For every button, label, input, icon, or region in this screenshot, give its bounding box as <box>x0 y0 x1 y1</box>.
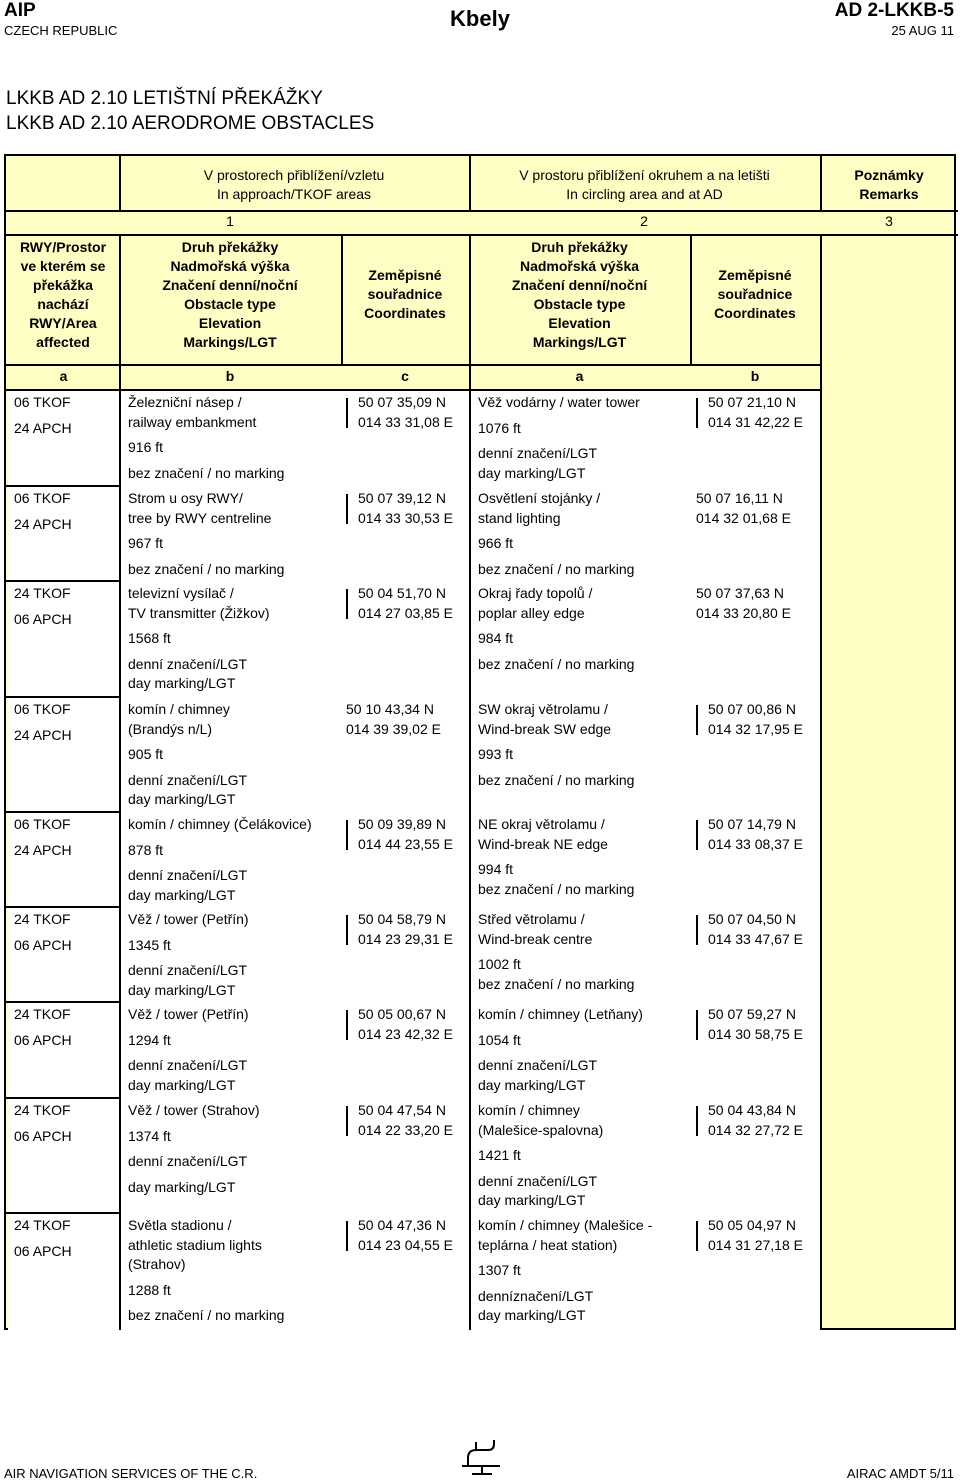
rule <box>6 1001 120 1003</box>
cell-line: day marking/LGT <box>128 675 236 691</box>
cell-line: 1294 ft <box>128 1031 171 1048</box>
page-header <box>0 0 960 60</box>
marker-bar <box>346 589 348 619</box>
marker-bar <box>696 1106 698 1136</box>
cell-line: tree by RWY centreline <box>128 509 272 526</box>
rwy-cell <box>14 1101 114 1146</box>
cell-line: Remarks <box>859 186 919 202</box>
cell-line: 014 30 58,75 E <box>708 1025 803 1042</box>
footer-publisher: AIR NAVIGATION SERVICES OF THE C.R. <box>4 1466 258 1481</box>
country-label: CZECH REPUBLIC <box>4 23 118 38</box>
cell-line: Coordinates <box>364 305 446 321</box>
rule <box>6 1212 120 1214</box>
cell-line: 50 04 58,79 N <box>358 911 446 927</box>
marker-bar <box>346 1221 348 1251</box>
rule <box>6 906 120 908</box>
cell-line: 24 TKOF <box>14 1217 71 1233</box>
coordinates-header-2 <box>690 266 820 323</box>
obstacle-cell <box>128 910 338 1000</box>
cell-line: 1568 ft <box>128 630 171 646</box>
cell-line: denní značení/LGT <box>128 867 248 883</box>
obstacle-cell-2 <box>478 393 688 483</box>
cell-line: 014 32 17,95 E <box>708 720 803 737</box>
obstacle-cell <box>128 1216 338 1326</box>
obstacle-type-header-2 <box>469 238 690 352</box>
cell-line: denní značení/LGT <box>478 1057 598 1073</box>
cell-line: Druh překážky <box>181 239 279 255</box>
obstacle-cell-2 <box>478 1005 688 1095</box>
cell-line: 014 23 42,32 E <box>358 1025 453 1042</box>
cell-line: 06 TKOF <box>14 490 71 506</box>
cell-line: 06 TKOF <box>14 701 71 717</box>
coordinates-cell <box>358 1005 468 1044</box>
cell-line: Okraj řady topolů / <box>478 585 593 601</box>
cell-line: RWY/Area <box>29 315 97 331</box>
cell-line: 50 04 51,70 N <box>358 585 446 601</box>
rwy-cell <box>14 1216 114 1261</box>
obstacle-cell-2 <box>478 489 688 579</box>
rule <box>341 234 343 364</box>
cell-line: 014 31 42,22 E <box>708 413 803 430</box>
cell-line: Osvětlení stojánky / <box>478 490 601 506</box>
marker-bar <box>346 820 348 850</box>
column-letter-b: b <box>750 368 760 384</box>
obstacle-cell-2 <box>478 1216 688 1326</box>
cell-line: Elevation <box>548 315 611 331</box>
cell-line: denní značení/LGT <box>128 1153 248 1169</box>
marker-bar <box>346 398 348 428</box>
rule <box>6 696 120 698</box>
cell-line: 24 TKOF <box>14 911 71 927</box>
cell-line: 014 44 23,55 E <box>358 835 453 852</box>
obstacle-cell-2 <box>478 910 688 994</box>
marker-bar <box>696 915 698 945</box>
group-circling-header <box>469 166 820 204</box>
cell-line: 50 04 47,36 N <box>358 1217 446 1233</box>
rwy-cell <box>14 393 114 438</box>
cell-line: 916 ft <box>128 439 164 455</box>
cell-line: 014 22 33,20 E <box>358 1121 453 1138</box>
rwy-cell <box>14 815 114 860</box>
coordinates-cell-2 <box>708 1005 820 1044</box>
cell-line: Zeměpisné <box>718 267 792 283</box>
cell-line: V prostorech přiblížení/vzletu <box>203 167 385 183</box>
cell-line: 24 APCH <box>14 841 72 858</box>
cell-line: bez značení / no marking <box>478 655 635 672</box>
coordinates-cell <box>358 1216 468 1255</box>
obstacle-cell <box>128 815 338 905</box>
cell-line: day marking/LGT <box>128 1076 236 1093</box>
rule <box>6 210 958 212</box>
group-num-2: 2 <box>640 213 648 229</box>
cell-line: Značení denní/noční <box>162 277 298 293</box>
cell-line: 50 07 16,11 N <box>696 490 783 506</box>
page-date: 25 AUG 11 <box>891 23 954 38</box>
cell-line: poplar alley edge <box>478 604 585 621</box>
cell-line: komín / chimney <box>128 701 230 717</box>
cell-line: (Malešice-spalovna) <box>478 1121 604 1138</box>
cell-line: 50 10 43,34 N <box>346 701 434 717</box>
rwy-cell <box>14 489 114 534</box>
obstacle-cell-2 <box>478 815 688 899</box>
column-letter-c: c <box>401 368 409 384</box>
cell-line: 014 23 29,31 E <box>358 930 453 947</box>
cell-line: Strom u osy RWY/ <box>128 490 243 506</box>
cell-line: 014 33 08,37 E <box>708 835 803 852</box>
marker-bar <box>696 820 698 850</box>
cell-line: day marking/LGT <box>478 1076 586 1093</box>
cell-line: 50 04 43,84 N <box>708 1102 796 1118</box>
cell-line: 24 TKOF <box>14 585 71 601</box>
cell-line: bez značení / no marking <box>478 771 635 788</box>
cell-line: teplárna / heat station) <box>478 1236 618 1253</box>
cell-line: 06 APCH <box>14 1242 72 1259</box>
cell-line: komín / chimney (Letňany) <box>478 1006 643 1022</box>
cell-line: 967 ft <box>128 535 164 551</box>
cell-line: souřadnice <box>367 286 443 302</box>
marker-bar <box>696 1010 698 1040</box>
coordinates-cell <box>346 700 456 739</box>
coordinates-cell-2 <box>708 910 820 949</box>
cell-line: Markings/LGT <box>183 334 277 350</box>
cell-line: 993 ft <box>478 746 514 762</box>
cell-line: 50 07 00,86 N <box>708 701 796 717</box>
cell-line: 994 ft <box>478 861 514 877</box>
cell-line: 966 ft <box>478 535 514 551</box>
marker-bar <box>696 1221 698 1251</box>
obstacle-cell <box>128 1101 338 1197</box>
rule <box>119 156 121 210</box>
rwy-column-header <box>8 238 118 352</box>
rule <box>6 485 120 487</box>
cell-line: day marking/LGT <box>478 1192 586 1208</box>
cell-line: 878 ft <box>128 841 164 858</box>
marker-bar <box>696 398 698 428</box>
cell-line: bez značení / no marking <box>478 975 635 992</box>
cell-line: Věž / tower (Strahov) <box>128 1102 260 1118</box>
cell-line: Věž / tower (Petřín) <box>128 911 249 927</box>
coordinates-cell <box>358 584 468 623</box>
cell-line: 1307 ft <box>478 1262 521 1278</box>
footer-amendment: AIRAC AMDT 5/11 <box>846 1466 954 1481</box>
rule <box>6 389 822 391</box>
cell-line: 014 33 47,67 E <box>708 930 803 947</box>
cell-line: Střed větrolamu / <box>478 911 585 927</box>
column-letter-a: a <box>59 368 68 384</box>
cell-line: Světla stadionu / <box>128 1217 232 1233</box>
cell-line: 014 39 39,02 E <box>346 720 441 737</box>
rule <box>6 234 958 236</box>
page-id: AD 2-LKKB-5 <box>834 0 954 21</box>
cell-line: nachází <box>37 296 89 312</box>
rule <box>820 156 822 210</box>
cell-line: NE okraj větrolamu / <box>478 816 605 832</box>
aip-label: AIP <box>4 0 36 21</box>
cell-line: 1002 ft <box>478 956 521 972</box>
cell-line: 014 33 20,80 E <box>696 604 791 621</box>
coordinates-cell-2 <box>708 393 820 432</box>
cell-line: Věž vodárny / water tower <box>478 394 640 410</box>
cell-line: 1421 ft <box>478 1147 521 1163</box>
rule <box>820 234 822 1330</box>
marker-bar <box>346 1106 348 1136</box>
rule <box>6 1097 120 1099</box>
coordinates-cell <box>358 910 468 949</box>
cell-line: Značení denní/noční <box>511 277 648 293</box>
cell-line: railway embankment <box>128 413 257 430</box>
cell-line: denní značení/LGT <box>128 655 248 672</box>
obstacle-cell-2 <box>478 700 688 790</box>
cell-line: (Brandýs n/L) <box>128 720 213 737</box>
cell-line: Druh překážky <box>531 239 628 255</box>
cell-line: bez značení / no marking <box>128 464 285 481</box>
cell-line: televizní vysílač / <box>128 585 234 601</box>
obstacle-cell-2 <box>478 584 688 674</box>
cell-line: bez značení / no marking <box>128 560 285 577</box>
cell-line: 014 33 30,53 E <box>358 509 453 526</box>
cell-line: denníznačení/LGT <box>478 1287 594 1304</box>
aerodrome-name: Kbely <box>450 6 510 31</box>
coordinates-cell <box>358 815 468 854</box>
cell-line: 50 07 35,09 N <box>358 394 446 410</box>
cell-line: 014 32 27,72 E <box>708 1121 803 1138</box>
cell-line: Zeměpisné <box>368 267 442 283</box>
group-remarks-header <box>820 166 958 204</box>
rwy-cell <box>14 910 114 955</box>
column-letter-a: a <box>575 368 584 384</box>
cell-line: day marking/LGT <box>128 1178 236 1195</box>
column-letter-b: b <box>225 368 235 384</box>
cell-line: bez značení / no marking <box>478 880 635 897</box>
obstacle-type-header <box>119 238 341 352</box>
cell-line: 06 APCH <box>14 610 72 627</box>
cell-line: bez značení / no marking <box>478 560 635 577</box>
cell-line: Coordinates <box>714 305 796 321</box>
cell-line: denní značení/LGT <box>478 1172 598 1189</box>
coordinates-cell <box>358 1101 468 1140</box>
cell-line: 50 07 21,10 N <box>708 394 796 410</box>
cell-line: day marking/LGT <box>478 464 586 481</box>
cell-line: 50 07 37,63 N <box>696 585 784 601</box>
cell-line: 014 32 01,68 E <box>696 509 791 526</box>
ans-logo-icon <box>458 1436 504 1478</box>
cell-line: 50 05 04,97 N <box>708 1217 796 1233</box>
cell-line: TV transmitter (Žižkov) <box>128 604 270 621</box>
rwy-cell <box>14 1005 114 1050</box>
cell-line: bez značení / no marking <box>128 1307 285 1323</box>
cell-line: In circling area and at AD <box>566 186 723 202</box>
cell-line: Markings/LGT <box>532 334 627 350</box>
cell-line: Železniční násep / <box>128 394 242 410</box>
cell-line: denní značení/LGT <box>128 962 248 978</box>
cell-line: 1076 ft <box>478 419 521 436</box>
obstacle-cell <box>128 1005 338 1095</box>
cell-line: 1374 ft <box>128 1127 171 1144</box>
cell-line: Elevation <box>198 315 262 331</box>
obstacles-table <box>4 154 956 1330</box>
cell-line: 06 APCH <box>14 936 72 953</box>
rule <box>6 811 120 813</box>
rwy-cell <box>14 584 114 629</box>
cell-line: 50 09 39,89 N <box>358 816 446 832</box>
cell-line: 06 TKOF <box>14 816 71 832</box>
obstacle-cell <box>128 584 338 694</box>
marker-bar <box>346 915 348 945</box>
group-approach-header <box>119 166 469 204</box>
cell-line: In approach/TKOF areas <box>216 186 372 202</box>
cell-line: komín / chimney <box>478 1102 580 1118</box>
cell-line: SW okraj větrolamu / <box>478 701 608 717</box>
section-title-cz: LKKB AD 2.10 LETIŠTNÍ PŘEKÁŽKY <box>6 88 323 109</box>
cell-line: 1288 ft <box>128 1281 171 1298</box>
coordinates-cell <box>358 489 468 528</box>
cell-line: 905 ft <box>128 746 164 762</box>
rule <box>690 234 692 364</box>
cell-line: Wind-break centre <box>478 930 593 947</box>
cell-line: Nadmořská výška <box>519 258 640 274</box>
cell-line: 50 07 39,12 N <box>358 490 446 506</box>
cell-line: 014 23 04,55 E <box>358 1236 453 1253</box>
rule <box>469 156 471 210</box>
rule <box>119 234 121 1330</box>
cell-line: 24 TKOF <box>14 1006 71 1022</box>
cell-line: affected <box>36 334 90 350</box>
coordinates-cell-2 <box>696 584 808 623</box>
cell-line: 1054 ft <box>478 1031 521 1048</box>
cell-line: 24 APCH <box>14 419 72 436</box>
cell-line: denní značení/LGT <box>128 771 248 788</box>
rule <box>6 364 822 366</box>
marker-bar <box>346 494 348 524</box>
cell-line: ve kterém se <box>20 258 106 274</box>
cell-line: 50 07 14,79 N <box>708 816 796 832</box>
cell-line: Nadmořská výška <box>170 258 290 274</box>
rule <box>6 580 120 582</box>
cell-line: 24 APCH <box>14 515 72 532</box>
cell-line: komín / chimney (Malešice - <box>478 1217 653 1233</box>
coordinates-cell-2 <box>708 815 820 854</box>
cell-line: day marking/LGT <box>478 1307 586 1323</box>
cell-line: 50 07 04,50 N <box>708 911 796 927</box>
cell-line: 06 APCH <box>14 1031 72 1048</box>
coordinates-cell-2 <box>696 489 808 528</box>
cell-line: day marking/LGT <box>128 981 236 998</box>
section-title-en: LKKB AD 2.10 AERODROME OBSTACLES <box>6 113 375 134</box>
cell-line: 06 TKOF <box>14 394 71 410</box>
cell-line: 24 APCH <box>14 726 72 743</box>
group-num-1: 1 <box>226 213 234 229</box>
cell-line: 50 04 47,54 N <box>358 1102 446 1118</box>
cell-line: 1345 ft <box>128 936 171 953</box>
cell-line: day marking/LGT <box>128 886 236 903</box>
cell-line: Obstacle type <box>533 296 626 312</box>
coordinates-cell <box>358 393 468 432</box>
cell-line: 984 ft <box>478 630 514 646</box>
rwy-cell <box>14 700 114 745</box>
cell-line: souřadnice <box>717 286 793 302</box>
cell-line: denní značení/LGT <box>128 1057 248 1073</box>
cell-line: day marking/LGT <box>128 791 236 807</box>
cell-line: RWY/Prostor <box>19 239 107 255</box>
cell-line: Wind-break SW edge <box>478 720 612 737</box>
cell-line: 014 27 03,85 E <box>358 604 453 621</box>
cell-line: 50 07 59,27 N <box>708 1006 796 1022</box>
obstacle-cell <box>128 393 338 483</box>
cell-line: (Strahov) <box>128 1256 186 1272</box>
obstacle-cell-2 <box>478 1101 688 1211</box>
coordinates-cell-2 <box>708 1101 820 1140</box>
cell-line: Poznámky <box>854 167 924 183</box>
group-num-3: 3 <box>885 213 893 229</box>
cell-line: komín / chimney (Čelákovice) <box>128 816 312 832</box>
cell-line: Wind-break NE edge <box>478 835 608 852</box>
cell-line: 50 05 00,67 N <box>358 1006 446 1022</box>
cell-line: athletic stadium lights <box>128 1236 262 1253</box>
cell-line: Obstacle type <box>184 296 276 312</box>
cell-line: překážka <box>33 277 93 293</box>
cell-line: V prostoru přiblížení okruhem a na letišti <box>519 167 770 183</box>
cell-line: 014 31 27,18 E <box>708 1236 803 1253</box>
coordinates-cell-2 <box>708 1216 820 1255</box>
rule <box>469 234 471 1330</box>
cell-line: stand lighting <box>478 509 561 526</box>
cell-line: 014 33 31,08 E <box>358 413 453 430</box>
obstacle-cell <box>128 700 338 810</box>
marker-bar <box>346 1010 348 1040</box>
cell-line: 06 APCH <box>14 1127 72 1144</box>
cell-line: Věž / tower (Petřín) <box>128 1006 249 1022</box>
coordinates-header <box>341 266 469 323</box>
obstacle-cell <box>128 489 338 579</box>
coordinates-cell-2 <box>708 700 820 739</box>
marker-bar <box>696 705 698 735</box>
cell-line: 24 TKOF <box>14 1102 71 1118</box>
cell-line: denní značení/LGT <box>478 445 598 461</box>
